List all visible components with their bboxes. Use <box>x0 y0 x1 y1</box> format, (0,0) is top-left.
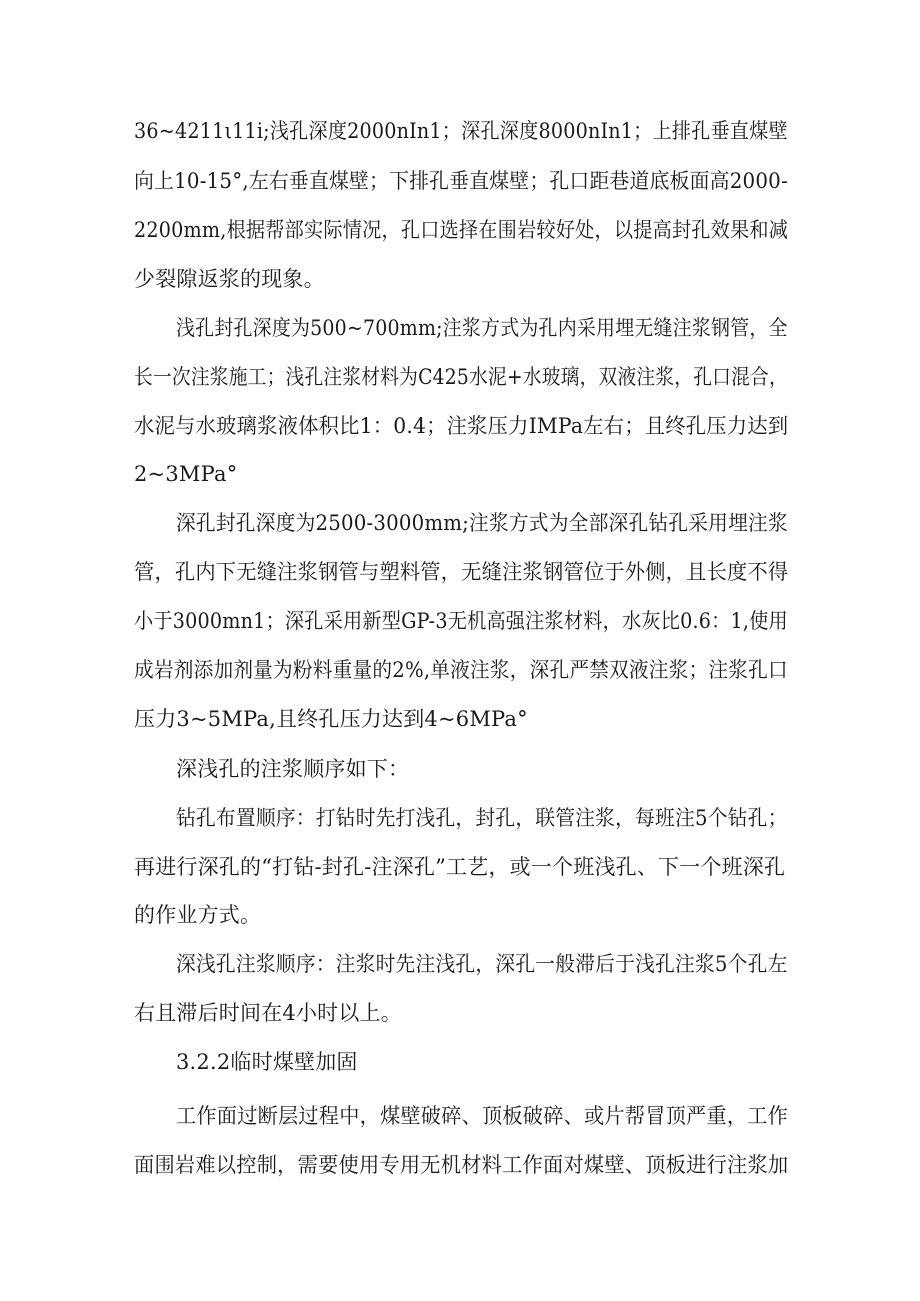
text-line: 浅孔封孔深度为500~700mm;注浆方式为孔内采用埋无缝注浆钢管，全 <box>176 316 788 340</box>
text-line: 2~3MPa° <box>134 462 238 486</box>
text-line: 36~4211ι11i;浅孔深度2000nIn1；深孔深度8000nIn1；上排孔垂直煤壁 <box>134 119 788 143</box>
section-heading-text: 3.2.2临时煤壁加固 <box>176 1050 358 1074</box>
text-line: 压力3~5MPa,且终孔压力达到4~6MPa° <box>134 707 528 731</box>
text-line: 小于3000mn1；深孔采用新型GP-3无机高强注浆材料，水灰比0.6：1,使用 <box>134 609 788 633</box>
text-line: 少裂隙返浆的现象。 <box>134 267 325 291</box>
text-line: 2200mm,根据帮部实际情况，孔口选择在围岩较好处，以提高封孔效果和减 <box>134 218 789 242</box>
text-line: 深浅孔注浆顺序：注浆时先注浅孔，深孔一般滞后于浅孔注浆5个孔左 <box>176 952 788 976</box>
text-line: 成岩剂添加剂量为粉料重量的2%,单液注浆，深孔严禁双液注浆；注浆孔口 <box>134 658 788 682</box>
text-line: 工作面过断层过程中，煤壁破碎、顶板破碎、或片帮冒顶严重，工作 <box>176 1104 789 1128</box>
text-line: 长一次注浆施工；浅孔注浆材料为C425水泥+水玻璃，双液注浆，孔口混合， <box>134 365 788 389</box>
text-line: 向上10-15°,左右垂直煤壁；下排孔垂直煤壁；孔口距巷道底板面高2000- <box>134 169 788 193</box>
text-line: 右且滞后时间在4小时以上。 <box>134 1001 402 1025</box>
text-line: 再进行深孔的“打钻-封孔-注深孔”工艺，或一个班浅孔、下一个班深孔 <box>134 855 786 879</box>
text-line: 深浅孔的注浆顺序如下： <box>176 757 410 781</box>
text-line: 水泥与水玻璃浆液体积比1：0.4；注浆压力IMPa左右；且终孔压力达到 <box>134 414 789 438</box>
text-line: 管，孔内下无缝注浆钢管与塑料管，无缝注浆钢管位于外侧，且长度不得 <box>134 560 789 584</box>
text-line: 深孔封孔深度为2500-3000mm;注浆方式为全部深孔钻孔采用埋注浆 <box>176 511 788 535</box>
text-line: 钻孔布置顺序：打钻时先打浅孔，封孔，联管注浆，每班注5个钻孔； <box>176 806 788 830</box>
text-line: 的作业方式。 <box>134 903 262 927</box>
text-line: 面围岩难以控制，需要使用专用无机材料工作面对煤壁、顶板进行注浆加 <box>134 1153 789 1177</box>
